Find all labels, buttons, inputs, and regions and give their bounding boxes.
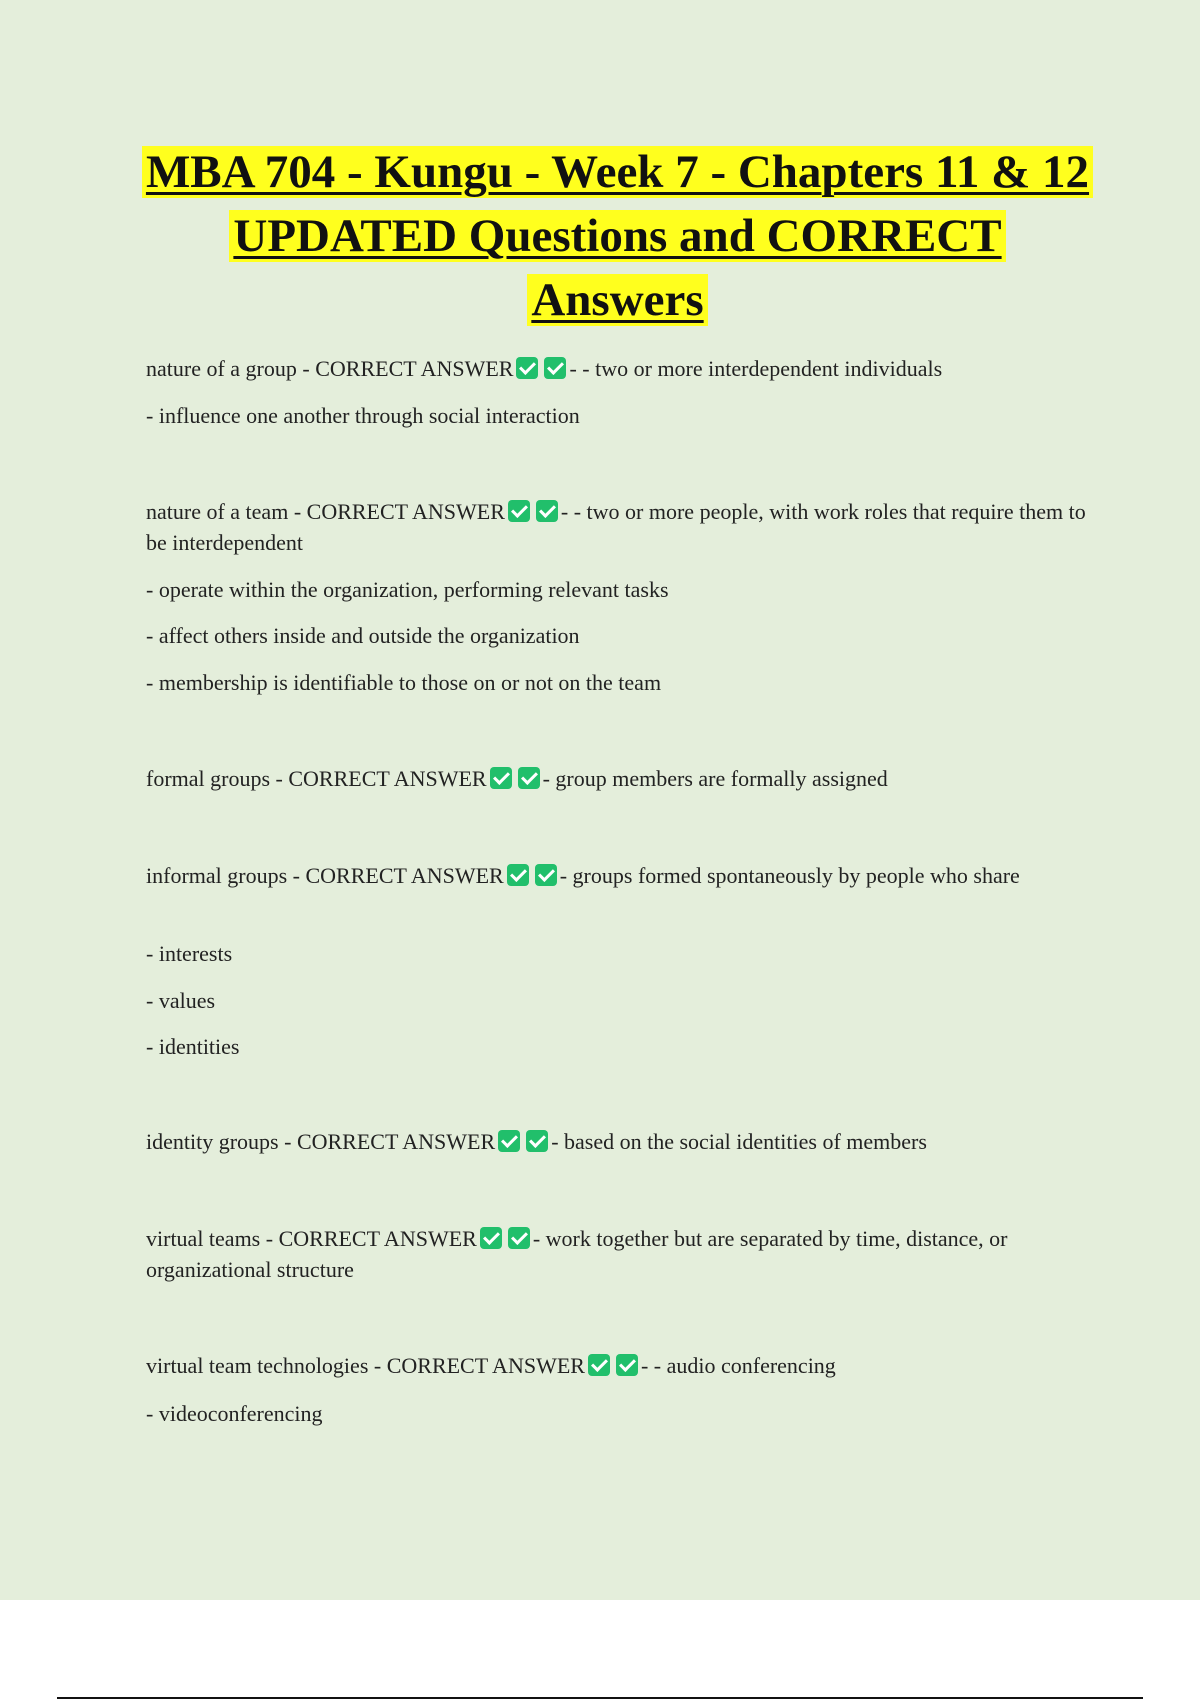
entry-lead: - groups formed spontaneously by people who share [559,863,1020,888]
check-mark-icon [616,1354,638,1376]
entry-point: - values [146,988,216,1013]
entry-point: - interests [146,941,233,966]
entry-term: formal groups [146,766,271,791]
entry-lead: - group members are formally assigned [542,766,888,791]
entry-lead: - work together but are separated by time, distance, or organizational structure [146,1226,1008,1282]
entry-term: virtual teams [146,1226,261,1251]
entry-virtual-teams: virtual teams - CORRECT ANSWER - work together but are separated by time, distance, or organizational structure [146,1226,1008,1282]
check-mark-icon [536,500,558,522]
answer-marker: CORRECT ANSWER [306,499,505,524]
entry-point: - operate within the organization, performing relevant tasks [146,577,669,602]
entry-formal-groups: formal groups - CORRECT ANSWER - group members are formally assigned [146,766,888,791]
check-mark-icon [480,1227,502,1249]
entry-term: nature of a team [146,499,289,524]
check-mark-icon [518,767,540,789]
entry-point: - videoconferencing [146,1401,323,1426]
check-mark-icon [588,1354,610,1376]
check-mark-icon [490,767,512,789]
entry-informal-groups: informal groups - CORRECT ANSWER - groups formed spontaneously by people who share [146,863,1020,888]
entry-nature-of-a-team: nature of a team - CORRECT ANSWER - - two or more people, with work roles that require them to be interdependent [146,499,1086,555]
answer-marker: CORRECT ANSWER [386,1353,585,1378]
document-title [140,140,1095,332]
entry-lead: - based on the social identities of members [551,1129,927,1154]
answer-marker: CORRECT ANSWER [315,356,514,381]
check-mark-icon [498,1130,520,1152]
footer-divider [57,1697,1143,1699]
entry-identity-groups: identity groups - CORRECT ANSWER - based on the social identities of members [146,1129,927,1154]
entry-point: - identities [146,1034,240,1059]
entry-lead: - - two or more interdependent individuals [569,356,943,381]
entry-point: - affect others inside and outside the organization [146,623,580,648]
entry-term: nature of a group [146,356,297,381]
answer-marker: CORRECT ANSWER [305,863,504,888]
check-mark-icon [535,864,557,886]
entry-lead: - - audio conferencing [640,1353,836,1378]
entry-virtual-team-technologies: virtual team technologies - CORRECT ANSWER - - audio conferencing [146,1353,836,1378]
entry-point: - influence one another through social interaction [146,403,580,428]
entry-point: - membership is identifiable to those on or not on the team [146,670,662,695]
check-mark-icon [508,1227,530,1249]
check-mark-icon [526,1130,548,1152]
entry-term: identity groups [146,1129,279,1154]
check-mark-icon [544,357,566,379]
check-mark-icon [508,500,530,522]
entry-term: informal groups [146,863,288,888]
check-mark-icon [516,357,538,379]
entry-lead: - - two or more people, with work roles that require them to be interdependent [146,499,1086,555]
document-title-text: MBA 704 - Kungu - Week 7 - Chapters 11 & 12 UPDATED Questions and CORRECT Answers [142,146,1093,326]
entry-term: virtual team technologies [146,1353,369,1378]
entry-nature-of-a-group: nature of a group - CORRECT ANSWER - - two or more interdependent individuals [146,356,943,381]
answer-marker: CORRECT ANSWER [278,1226,477,1251]
answer-marker: CORRECT ANSWER [288,766,487,791]
answer-marker: CORRECT ANSWER [296,1129,496,1154]
check-mark-icon [507,864,529,886]
